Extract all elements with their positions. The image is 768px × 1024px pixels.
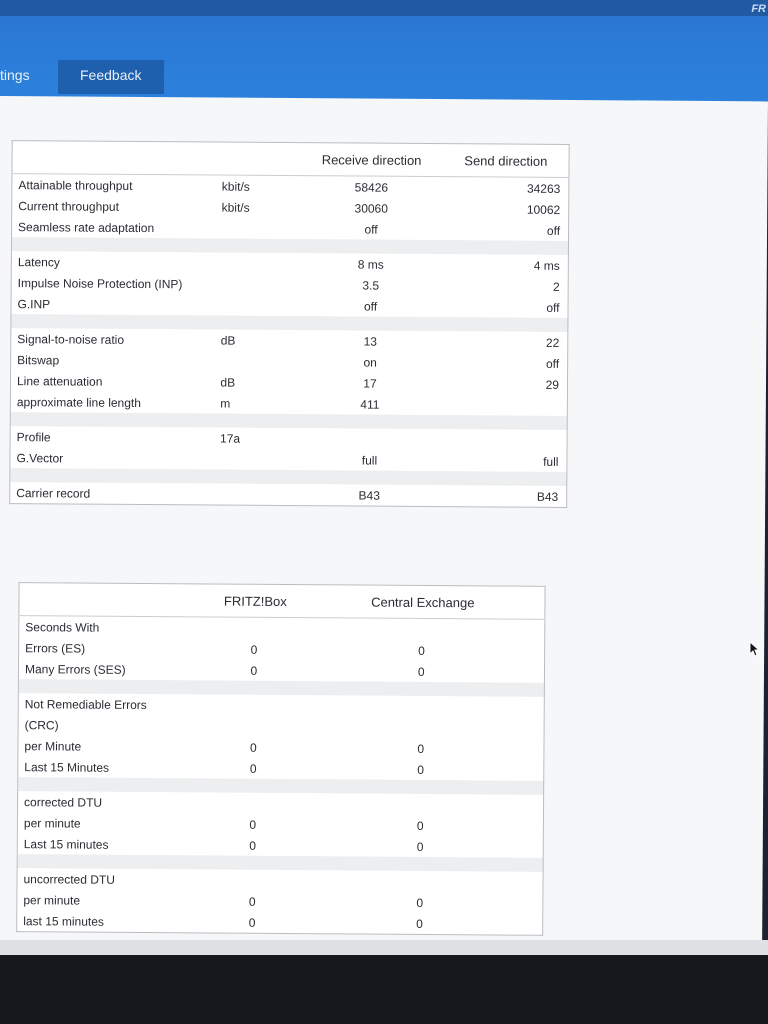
row-unit: dB	[220, 375, 236, 390]
error-counter-table	[16, 582, 545, 936]
receive-value: 30060	[354, 200, 388, 216]
row-unit: 17a	[220, 431, 241, 446]
row-label: Impulse Noise Protection (INP)	[17, 275, 183, 291]
row-label: corrected DTU	[24, 794, 103, 810]
receive-value: on	[363, 355, 377, 370]
row-label: Many Errors (SES)	[24, 661, 126, 677]
row-unit	[217, 295, 299, 317]
fritzbox-value: 0	[249, 740, 257, 755]
fritzbox-value	[208, 792, 300, 814]
send-value: 4 ms	[533, 258, 560, 273]
send-value: off	[546, 300, 560, 315]
exchange-value	[301, 618, 545, 641]
row-label: Last 15 Minutes	[24, 759, 110, 775]
fritzbox-value	[209, 694, 301, 716]
exchange-value: 0	[416, 916, 423, 931]
fritzbox-value: 0	[249, 817, 257, 832]
content-area	[0, 96, 768, 947]
fritzbox-value: 0	[248, 894, 256, 909]
monitor-bezel	[0, 955, 768, 1024]
row-label: Seamless rate adaptation	[18, 219, 155, 235]
fritzbox-value: 0	[249, 761, 257, 776]
row-label: G.INP	[17, 296, 51, 311]
exchange-value: 0	[417, 762, 425, 777]
row-label: Attainable throughput	[18, 177, 133, 193]
row-unit	[217, 351, 299, 373]
row-label: uncorrected DTU	[23, 871, 115, 887]
brand-logo: FR	[751, 3, 766, 15]
row-label: Signal-to-noise ratio	[17, 331, 125, 347]
row-unit	[217, 253, 299, 275]
row-label: Seconds With	[25, 619, 100, 635]
exchange-value: 0	[416, 895, 424, 910]
send-value: off	[546, 223, 561, 238]
table-row	[17, 910, 543, 935]
top-strip	[0, 0, 768, 16]
send-value: 29	[545, 377, 560, 392]
row-label: Not Remediable Errors	[24, 696, 147, 712]
row-unit	[217, 274, 299, 296]
row-unit: m	[220, 396, 231, 411]
exchange-value	[300, 716, 544, 739]
receive-value: B43	[358, 488, 380, 503]
send-value: 22	[545, 335, 560, 350]
row-label: Carrier record	[16, 485, 91, 501]
fritzbox-header: FRITZ!Box	[210, 584, 302, 618]
fritzbox-value: 0	[250, 663, 258, 678]
exchange-value: 0	[417, 741, 425, 756]
row-label: last 15 minutes	[23, 913, 105, 929]
error-header-row	[19, 583, 545, 620]
send-value	[441, 429, 567, 451]
table-row	[10, 482, 567, 507]
row-label: Bitswap	[17, 352, 60, 367]
unit-col-header	[218, 142, 300, 176]
exchange-value: 0	[416, 818, 424, 833]
dsl-line-table	[9, 140, 570, 508]
row-label: Line attenuation	[16, 373, 103, 389]
row-unit	[217, 218, 299, 240]
receive-value: 411	[360, 397, 380, 412]
send-value: full	[543, 454, 559, 469]
fritzbox-value: 0	[250, 642, 258, 657]
send-direction-header: Send direction	[443, 144, 569, 178]
send-value: B43	[536, 489, 559, 504]
send-value: 2	[552, 279, 560, 294]
row-label: Errors (ES)	[25, 640, 86, 656]
mouse-cursor-icon	[749, 641, 761, 657]
receive-value: off	[364, 222, 378, 237]
label-col-header	[19, 583, 210, 617]
receive-value: off	[363, 299, 378, 314]
send-value: 10062	[526, 202, 561, 217]
fritzbox-value	[209, 715, 301, 737]
row-unit	[216, 484, 298, 506]
tab-feedback[interactable]: Feedback	[58, 60, 164, 94]
exchange-value: 0	[418, 643, 425, 658]
row-label: Profile	[16, 429, 51, 444]
receive-value: 58426	[354, 179, 389, 195]
receive-value	[298, 428, 441, 450]
send-value: 34263	[526, 181, 561, 196]
central-exchange-header: Central Exchange	[301, 585, 545, 620]
fritzbox-value	[209, 617, 301, 639]
exchange-value: 0	[416, 839, 424, 854]
row-label: per minute	[23, 815, 81, 831]
fritzbox-value: 0	[249, 838, 257, 853]
receive-value: 8 ms	[357, 257, 384, 272]
row-label: per minute	[23, 892, 81, 908]
row-label: G.Vector	[16, 450, 64, 465]
exchange-value	[300, 793, 544, 816]
exchange-value	[300, 695, 544, 718]
top-header-bar	[0, 0, 768, 110]
fritzbox-value	[208, 869, 300, 891]
row-unit	[216, 449, 298, 471]
fritzbox-value: 0	[248, 915, 256, 930]
send-value	[441, 394, 567, 416]
row-label: approximate line length	[16, 394, 141, 410]
row-label: Last 15 minutes	[23, 836, 109, 852]
row-label: per Minute	[24, 738, 82, 754]
receive-value: full	[361, 453, 378, 468]
receive-value: 13	[363, 334, 378, 349]
row-unit: dB	[220, 333, 236, 348]
exchange-value	[299, 870, 543, 893]
receive-direction-header: Receive direction	[300, 143, 443, 177]
receive-value: 17	[363, 376, 377, 391]
label-col-header	[12, 141, 218, 175]
exchange-value: 0	[417, 664, 425, 679]
row-label: Current throughput	[18, 198, 120, 214]
send-value: off	[545, 356, 560, 371]
row-unit: kbit/s	[221, 200, 250, 215]
tab-settings[interactable]: tings	[0, 67, 30, 83]
row-label: Latency	[17, 254, 60, 269]
row-unit: kbit/s	[221, 179, 250, 194]
row-label: (CRC)	[24, 717, 59, 732]
dsl-header-row	[12, 141, 569, 178]
receive-value: 3.5	[362, 278, 380, 293]
